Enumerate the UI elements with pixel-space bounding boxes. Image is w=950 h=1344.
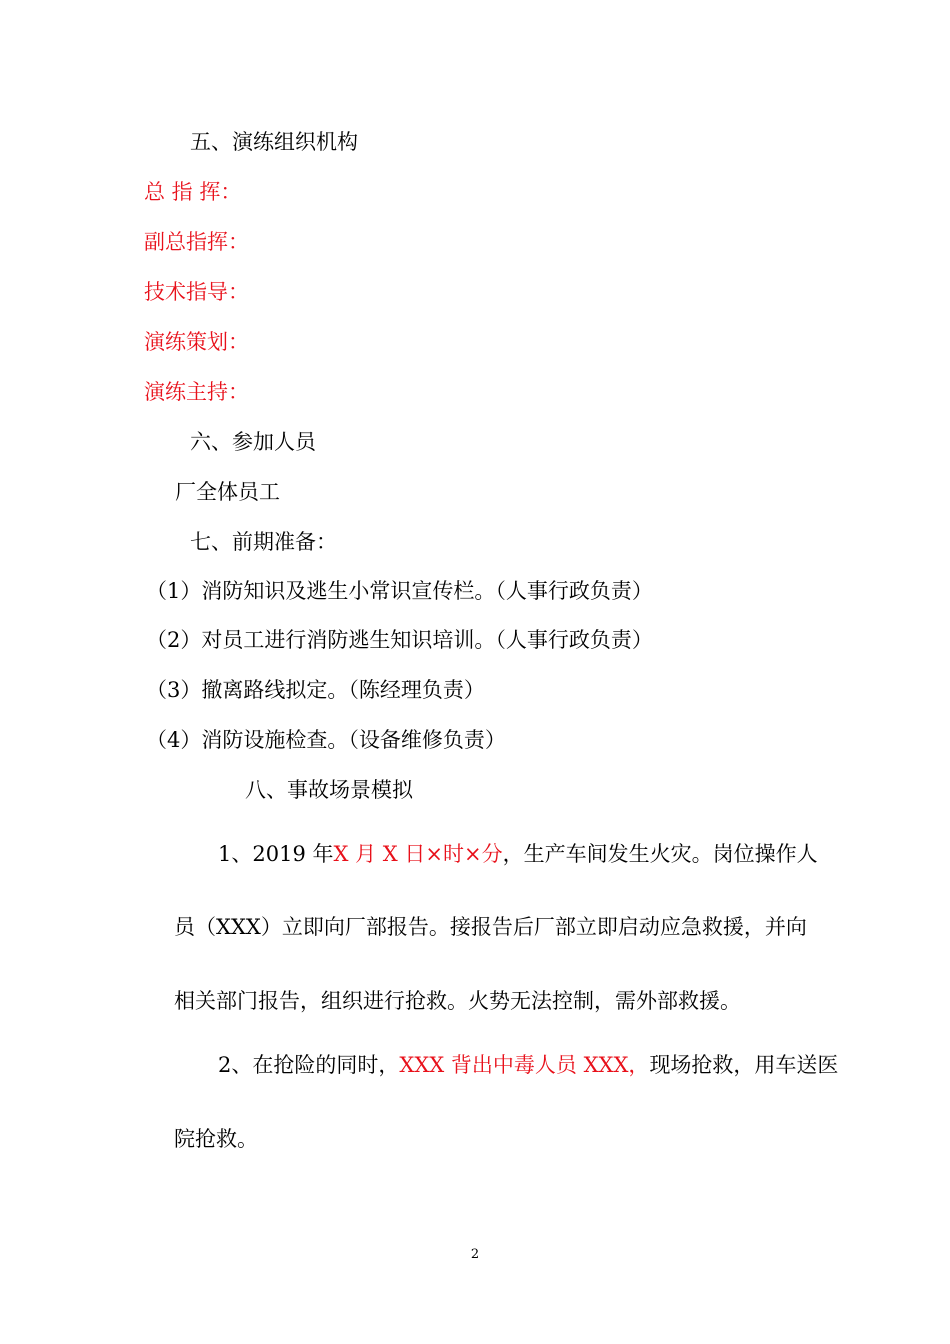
role-drill-planning: 演练策划： bbox=[144, 330, 249, 354]
prep-item: （1）消防知识及逃生小常识宣传栏。（人事行政负责） bbox=[146, 579, 653, 603]
prep-item: （3）撤离路线拟定。（陈经理负责） bbox=[146, 678, 485, 702]
para1-time-placeholder: X 月 X 日×时×分 bbox=[333, 842, 503, 866]
section6-heading: 六、参加人员 bbox=[190, 430, 316, 454]
section8-heading: 八、事故场景模拟 bbox=[245, 778, 413, 802]
para1-line3: 相关部门报告，组织进行抢救。火势无法控制，需外部救援。 bbox=[174, 989, 741, 1013]
para1-prefix: 1、2019 年 bbox=[218, 842, 334, 866]
para1-suffix: ，生产车间发生火灾。岗位操作人 bbox=[502, 842, 818, 866]
para1-line2: 员（XXX）立即向厂部报告。接报告后厂部立即启动应急救援，并向 bbox=[174, 915, 807, 939]
section7-heading: 七、前期准备： bbox=[190, 530, 337, 554]
section5-heading: 五、演练组织机构 bbox=[190, 130, 358, 154]
scenario-paragraph-1 bbox=[218, 840, 818, 868]
para2-suffix: 现场抢救，用车送医 bbox=[649, 1053, 839, 1077]
role-commander: 总 指 挥： bbox=[144, 180, 242, 204]
scenario-paragraph-2 bbox=[218, 1051, 838, 1079]
role-drill-host: 演练主持： bbox=[144, 380, 249, 404]
section6-content: 厂全体员工 bbox=[175, 480, 280, 504]
role-technical-guidance: 技术指导： bbox=[144, 280, 249, 304]
para2-prefix: 2、在抢险的同时， bbox=[218, 1053, 400, 1077]
prep-item: （4）消防设施检查。（设备维修负责） bbox=[146, 728, 506, 752]
para2-person-placeholder: XXX 背出中毒人员 XXX， bbox=[399, 1053, 650, 1077]
role-deputy-commander: 副总指挥： bbox=[144, 230, 249, 254]
prep-item: （2）对员工进行消防逃生知识培训。（人事行政负责） bbox=[146, 628, 653, 652]
page-number: 2 bbox=[470, 1247, 480, 1262]
para2-line2: 院抢救。 bbox=[174, 1127, 258, 1151]
